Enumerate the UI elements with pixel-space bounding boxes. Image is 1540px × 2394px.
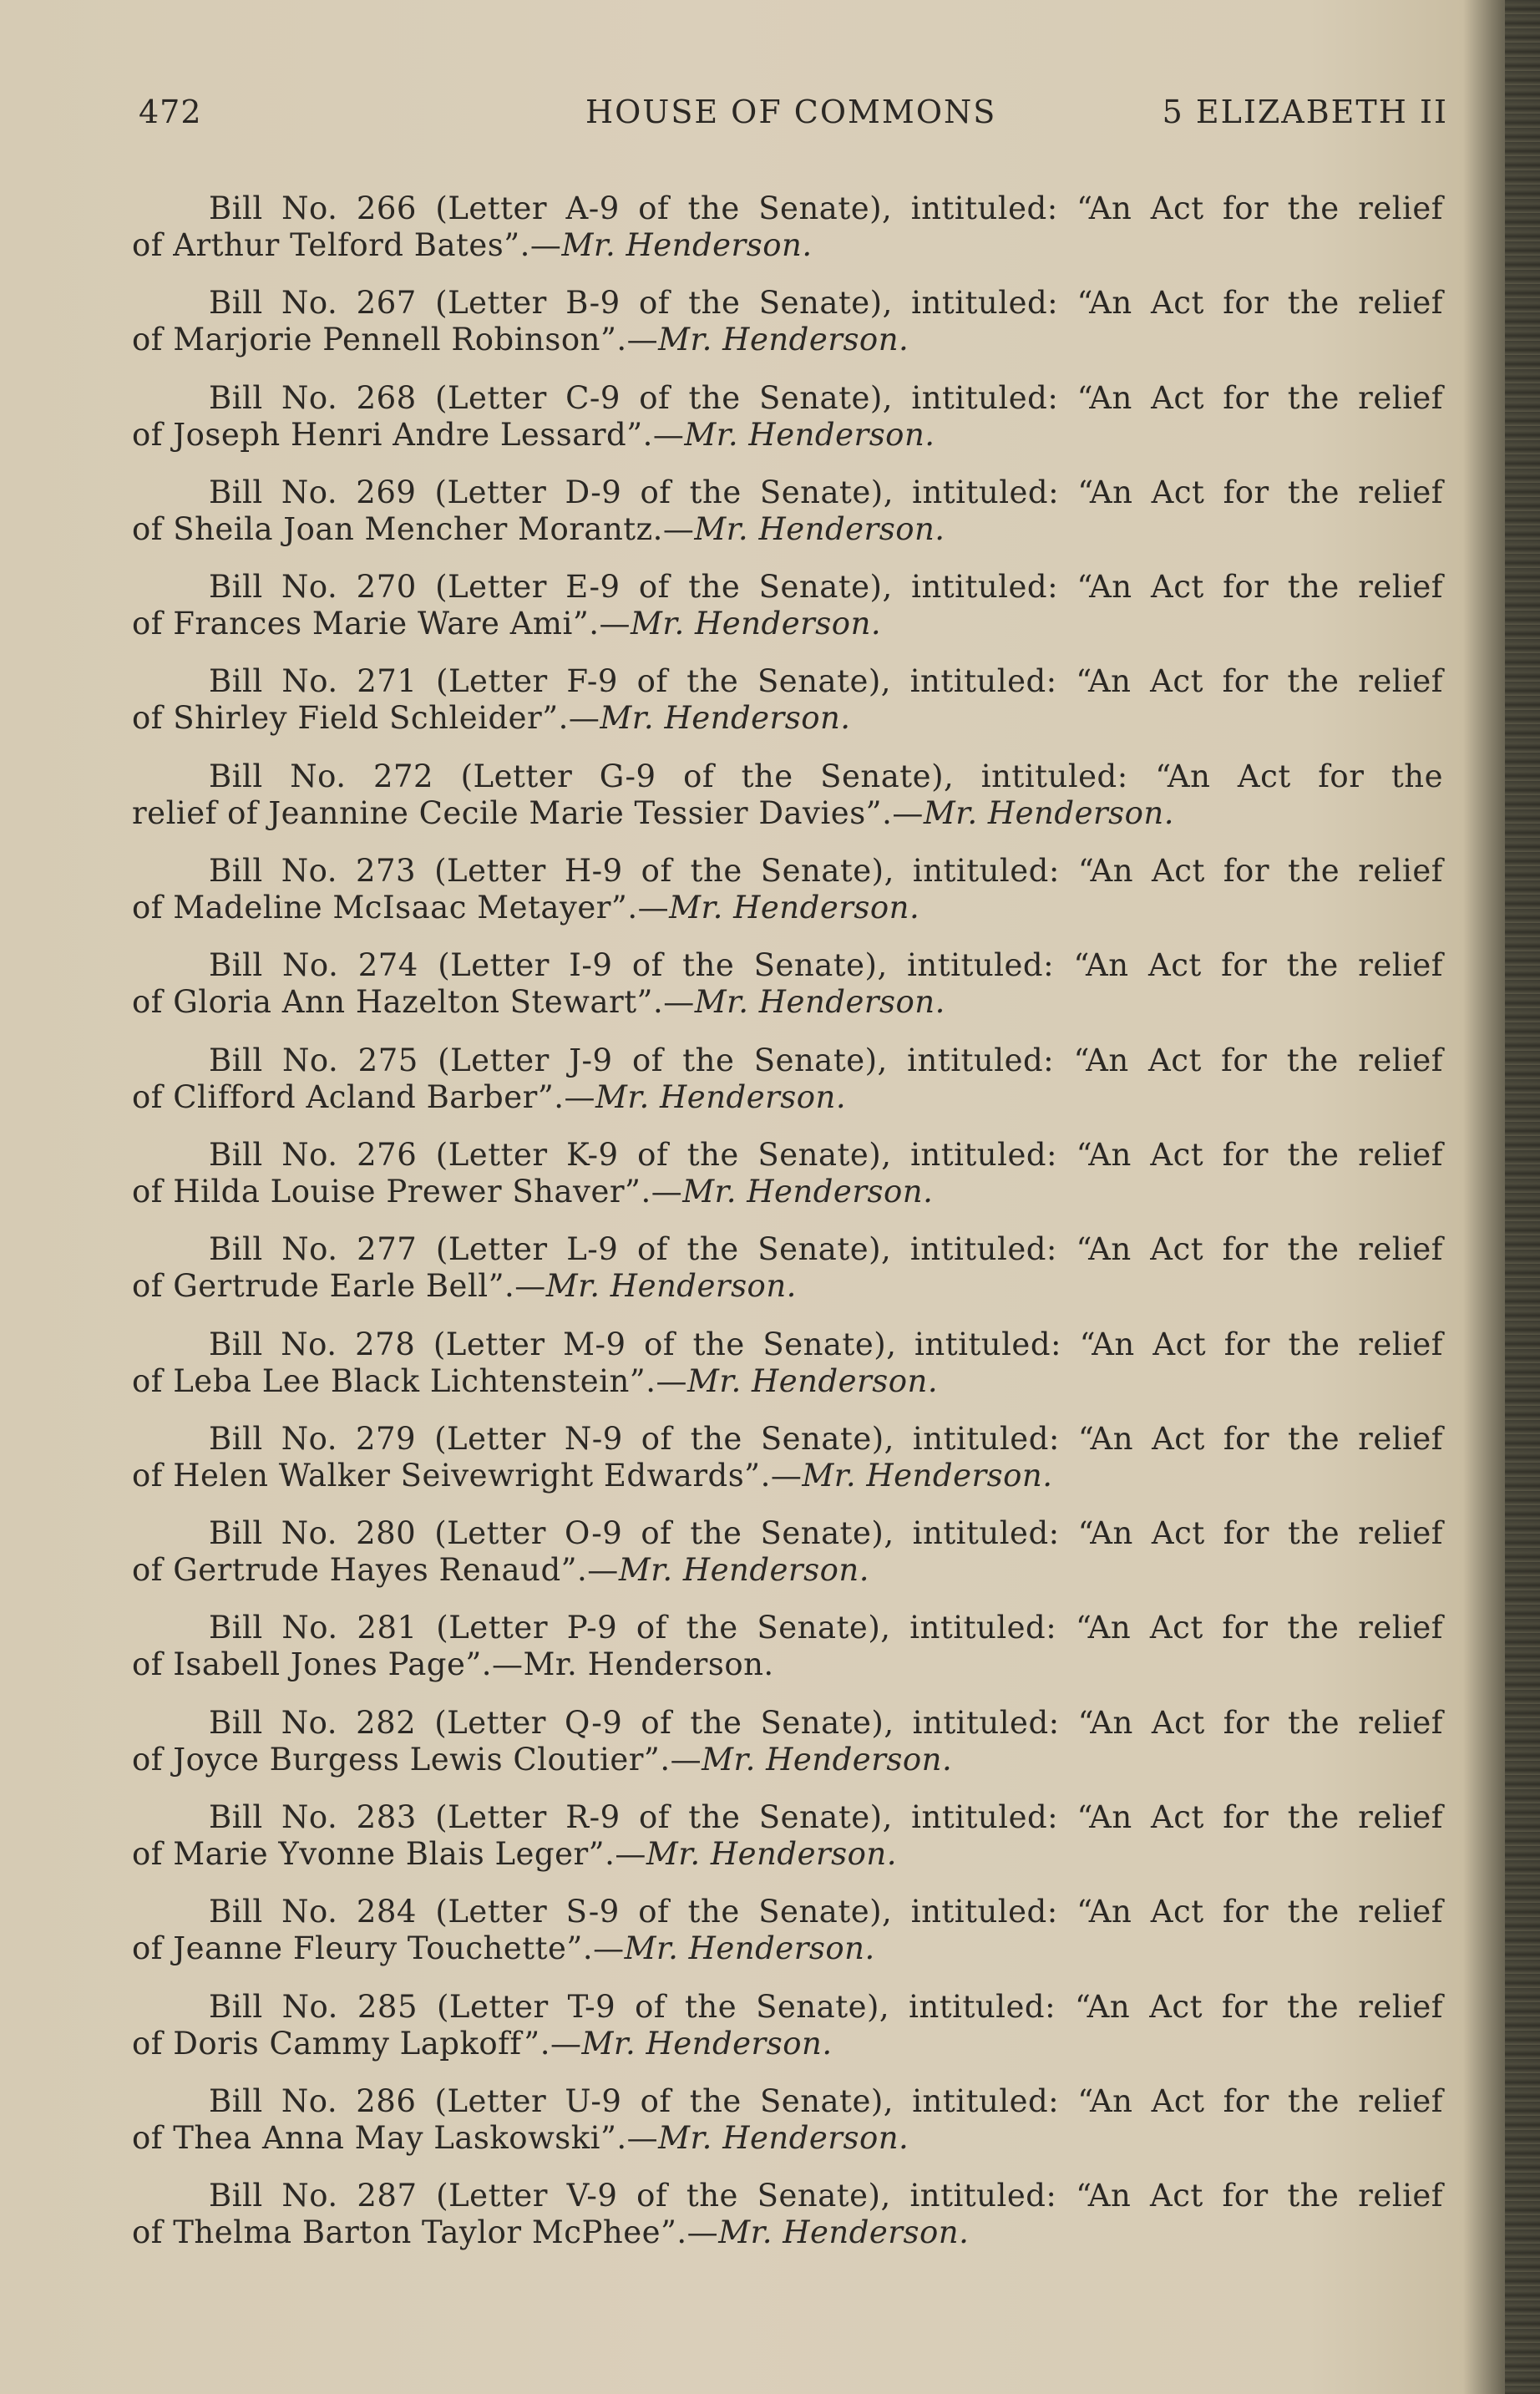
bill-entry	[132, 1137, 1443, 1231]
bill-entry-second-line	[132, 511, 1443, 548]
bill-entry	[132, 2178, 1443, 2272]
bill-entry-second-line	[132, 795, 1443, 832]
bill-entry-first-line: Bill No. 274 (Letter I-9 of the Senate), intituled: “An Act for the relief	[209, 947, 1443, 984]
bill-beneficiary-text: of Shirley Field Schleider”.—	[132, 700, 600, 737]
bill-entry	[132, 1705, 1443, 1799]
bill-entry	[132, 285, 1443, 379]
bill-entry	[132, 190, 1443, 285]
bill-sponsor: Mr. Henderson.	[618, 1552, 869, 1589]
bill-entry-second-line	[132, 1268, 1443, 1305]
bill-entry-first-line: Bill No. 284 (Letter S-9 of the Senate), intituled: “An Act for the relief	[209, 1894, 1443, 1930]
bill-entry	[132, 1326, 1443, 1421]
bill-entry-second-line	[132, 1742, 1443, 1778]
page-header	[139, 94, 1448, 144]
bill-beneficiary-text: of Thelma Barton Taylor McPhee”.—	[132, 2214, 719, 2251]
bill-beneficiary-text: of Arthur Telford Bates”.—	[132, 227, 562, 263]
bill-beneficiary-text: of Joseph Henri Andre Lessard”.—	[132, 416, 685, 453]
bill-entry	[132, 2083, 1443, 2178]
bill-beneficiary-text: of Isabell Jones Page”.—Mr. Henderson.	[132, 1646, 774, 1683]
bill-sponsor: Mr. Henderson.	[658, 322, 909, 358]
bill-entry-first-line: Bill No. 271 (Letter F-9 of the Senate), intituled: “An Act for the relief	[209, 663, 1443, 700]
bill-entry-first-line: Bill No. 270 (Letter E-9 of the Senate), intituled: “An Act for the relief	[209, 569, 1443, 606]
bill-entry	[132, 1231, 1443, 1326]
bill-beneficiary-text: of Marie Yvonne Blais Leger”.—	[132, 1836, 646, 1873]
bill-entry	[132, 380, 1443, 474]
bill-beneficiary-text: of Helen Walker Seivewright Edwards”.—	[132, 1457, 803, 1494]
bill-sponsor: Mr. Henderson.	[682, 1173, 934, 1210]
bill-beneficiary-text: relief of Jeannine Cecile Marie Tessier Davies”.—	[132, 794, 924, 831]
bill-beneficiary-text: of Leba Lee Black Lichtenstein”.—	[132, 1362, 687, 1399]
bill-entry-second-line	[132, 2214, 1443, 2251]
running-title: HOUSE OF COMMONS	[585, 94, 997, 130]
bill-sponsor: Mr. Henderson.	[545, 1268, 797, 1305]
bill-entry-second-line	[132, 700, 1443, 737]
bill-entry-first-line: Bill No. 287 (Letter V-9 of the Senate), intituled: “An Act for the relief	[209, 2178, 1443, 2214]
bill-entry-second-line	[132, 227, 1443, 264]
bill-entry	[132, 1042, 1443, 1137]
book-spine-edge	[1505, 0, 1540, 2394]
bill-sponsor: Mr. Henderson.	[702, 1741, 953, 1778]
bill-beneficiary-text: of Gertrude Hayes Renaud”.—	[132, 1552, 619, 1589]
bill-entry	[132, 758, 1443, 853]
bill-list	[132, 190, 1443, 2273]
bill-sponsor: Mr. Henderson.	[658, 2119, 909, 2156]
bill-sponsor: Mr. Henderson.	[624, 1930, 875, 1967]
bill-sponsor: Mr. Henderson.	[923, 794, 1175, 831]
bill-beneficiary-text: of Madeline McIsaac Metayer”.—	[132, 890, 670, 926]
bill-entry-second-line	[132, 1079, 1443, 1116]
bill-entry-second-line	[132, 2026, 1443, 2062]
bill-entry-first-line: Bill No. 281 (Letter P-9 of the Senate), intituled: “An Act for the relief	[209, 1610, 1443, 1646]
bill-sponsor: Mr. Henderson.	[669, 890, 920, 926]
bill-entry-first-line: Bill No. 278 (Letter M-9 of the Senate), intituled: “An Act for the relief	[209, 1326, 1443, 1362]
bill-beneficiary-text: of Gertrude Earle Bell”.—	[132, 1268, 546, 1305]
bill-entry-second-line	[132, 1458, 1443, 1494]
bill-entry	[132, 853, 1443, 947]
bill-entry-first-line: Bill No. 282 (Letter Q-9 of the Senate), intituled: “An Act for the relief	[209, 1704, 1443, 1741]
bill-sponsor: Mr. Henderson.	[694, 984, 945, 1021]
bill-entry-first-line: Bill No. 273 (Letter H-9 of the Senate), intituled: “An Act for the relief	[209, 853, 1443, 890]
bill-entry-second-line	[132, 1552, 1443, 1589]
bill-entry-second-line	[132, 1174, 1443, 1210]
bill-entry	[132, 1421, 1443, 1515]
bill-beneficiary-text: of Hilda Louise Prewer Shaver”.—	[132, 1173, 683, 1210]
bill-sponsor: Mr. Henderson.	[684, 416, 935, 453]
bill-entry-first-line: Bill No. 268 (Letter C-9 of the Senate), intituled: “An Act for the relief	[209, 379, 1443, 416]
bill-entry-first-line: Bill No. 272 (Letter G-9 of the Senate), intituled: “An Act for the	[209, 758, 1443, 794]
bill-sponsor: Mr. Henderson.	[631, 606, 882, 642]
bill-entry-second-line	[132, 1930, 1443, 1967]
bill-sponsor: Mr. Henderson.	[718, 2214, 970, 2251]
bill-entry	[132, 1894, 1443, 1988]
bill-beneficiary-text: of Thea Anna May Laskowski”.—	[132, 2119, 659, 2156]
bill-entry-first-line: Bill No. 286 (Letter U-9 of the Senate), intituled: “An Act for the relief	[209, 2082, 1443, 2119]
bill-entry	[132, 569, 1443, 663]
bill-entry	[132, 1989, 1443, 2083]
bill-beneficiary-text: of Jeanne Fleury Touchette”.—	[132, 1930, 625, 1967]
bill-sponsor: Mr. Henderson.	[595, 1078, 847, 1115]
bill-beneficiary-text: of Doris Cammy Lapkoff”.—	[132, 2025, 582, 2062]
bill-entry-first-line: Bill No. 283 (Letter R-9 of the Senate), intituled: “An Act for the relief	[209, 1799, 1443, 1836]
bill-entry-second-line	[132, 2120, 1443, 2157]
bill-entry-second-line	[132, 322, 1443, 358]
bill-beneficiary-text: of Marjorie Pennell Robinson”.—	[132, 322, 659, 358]
page-number: 472	[139, 94, 202, 130]
bill-beneficiary-text: of Gloria Ann Hazelton Stewart”.—	[132, 984, 695, 1021]
bill-entry	[132, 947, 1443, 1042]
bill-entry-second-line	[132, 1363, 1443, 1400]
bill-entry-first-line: Bill No. 285 (Letter T-9 of the Senate), intituled: “An Act for the relief	[209, 1988, 1443, 2025]
bill-sponsor: Mr. Henderson.	[694, 510, 945, 547]
bill-entry-first-line: Bill No. 269 (Letter D-9 of the Senate), intituled: “An Act for the relief	[209, 474, 1443, 510]
regnal-year: 5 ELIZABETH II	[1162, 94, 1448, 130]
bill-beneficiary-text: of Joyce Burgess Lewis Cloutier”.—	[132, 1741, 702, 1778]
bill-entry-second-line	[132, 606, 1443, 642]
bill-beneficiary-text: of Frances Marie Ware Ami”.—	[132, 606, 631, 642]
bill-entry	[132, 474, 1443, 569]
bill-sponsor: Mr. Henderson.	[600, 700, 851, 737]
bill-entry-second-line	[132, 1836, 1443, 1873]
bill-beneficiary-text: of Clifford Acland Barber”.—	[132, 1078, 595, 1115]
bill-entry	[132, 1610, 1443, 1704]
bill-entry-first-line: Bill No. 276 (Letter K-9 of the Senate), intituled: “An Act for the relief	[209, 1136, 1443, 1173]
bill-entry-second-line	[132, 1646, 1443, 1683]
bill-entry-second-line	[132, 984, 1443, 1021]
bill-entry-second-line	[132, 417, 1443, 454]
bill-entry-first-line: Bill No. 280 (Letter O-9 of the Senate), intituled: “An Act for the relief	[209, 1515, 1443, 1552]
bill-entry-first-line: Bill No. 277 (Letter L-9 of the Senate), intituled: “An Act for the relief	[209, 1231, 1443, 1268]
bill-sponsor: Mr. Henderson.	[561, 227, 813, 263]
bill-entry-first-line: Bill No. 267 (Letter B-9 of the Senate), intituled: “An Act for the relief	[209, 285, 1443, 322]
bill-entry	[132, 1515, 1443, 1610]
bill-entry-first-line: Bill No. 279 (Letter N-9 of the Senate), intituled: “An Act for the relief	[209, 1420, 1443, 1457]
bill-entry-first-line: Bill No. 266 (Letter A-9 of the Senate), intituled: “An Act for the relief	[209, 190, 1443, 226]
bill-sponsor: Mr. Henderson.	[802, 1457, 1053, 1494]
bill-entry-second-line	[132, 890, 1443, 926]
bill-beneficiary-text: of Sheila Joan Mencher Morantz.—	[132, 510, 695, 547]
bill-sponsor: Mr. Henderson.	[581, 2025, 833, 2062]
bill-entry	[132, 663, 1443, 758]
bill-entry-first-line: Bill No. 275 (Letter J-9 of the Senate), intituled: “An Act for the relief	[209, 1042, 1443, 1078]
bill-sponsor: Mr. Henderson.	[686, 1362, 939, 1399]
bill-entry	[132, 1799, 1443, 1894]
bill-sponsor: Mr. Henderson.	[646, 1836, 898, 1873]
